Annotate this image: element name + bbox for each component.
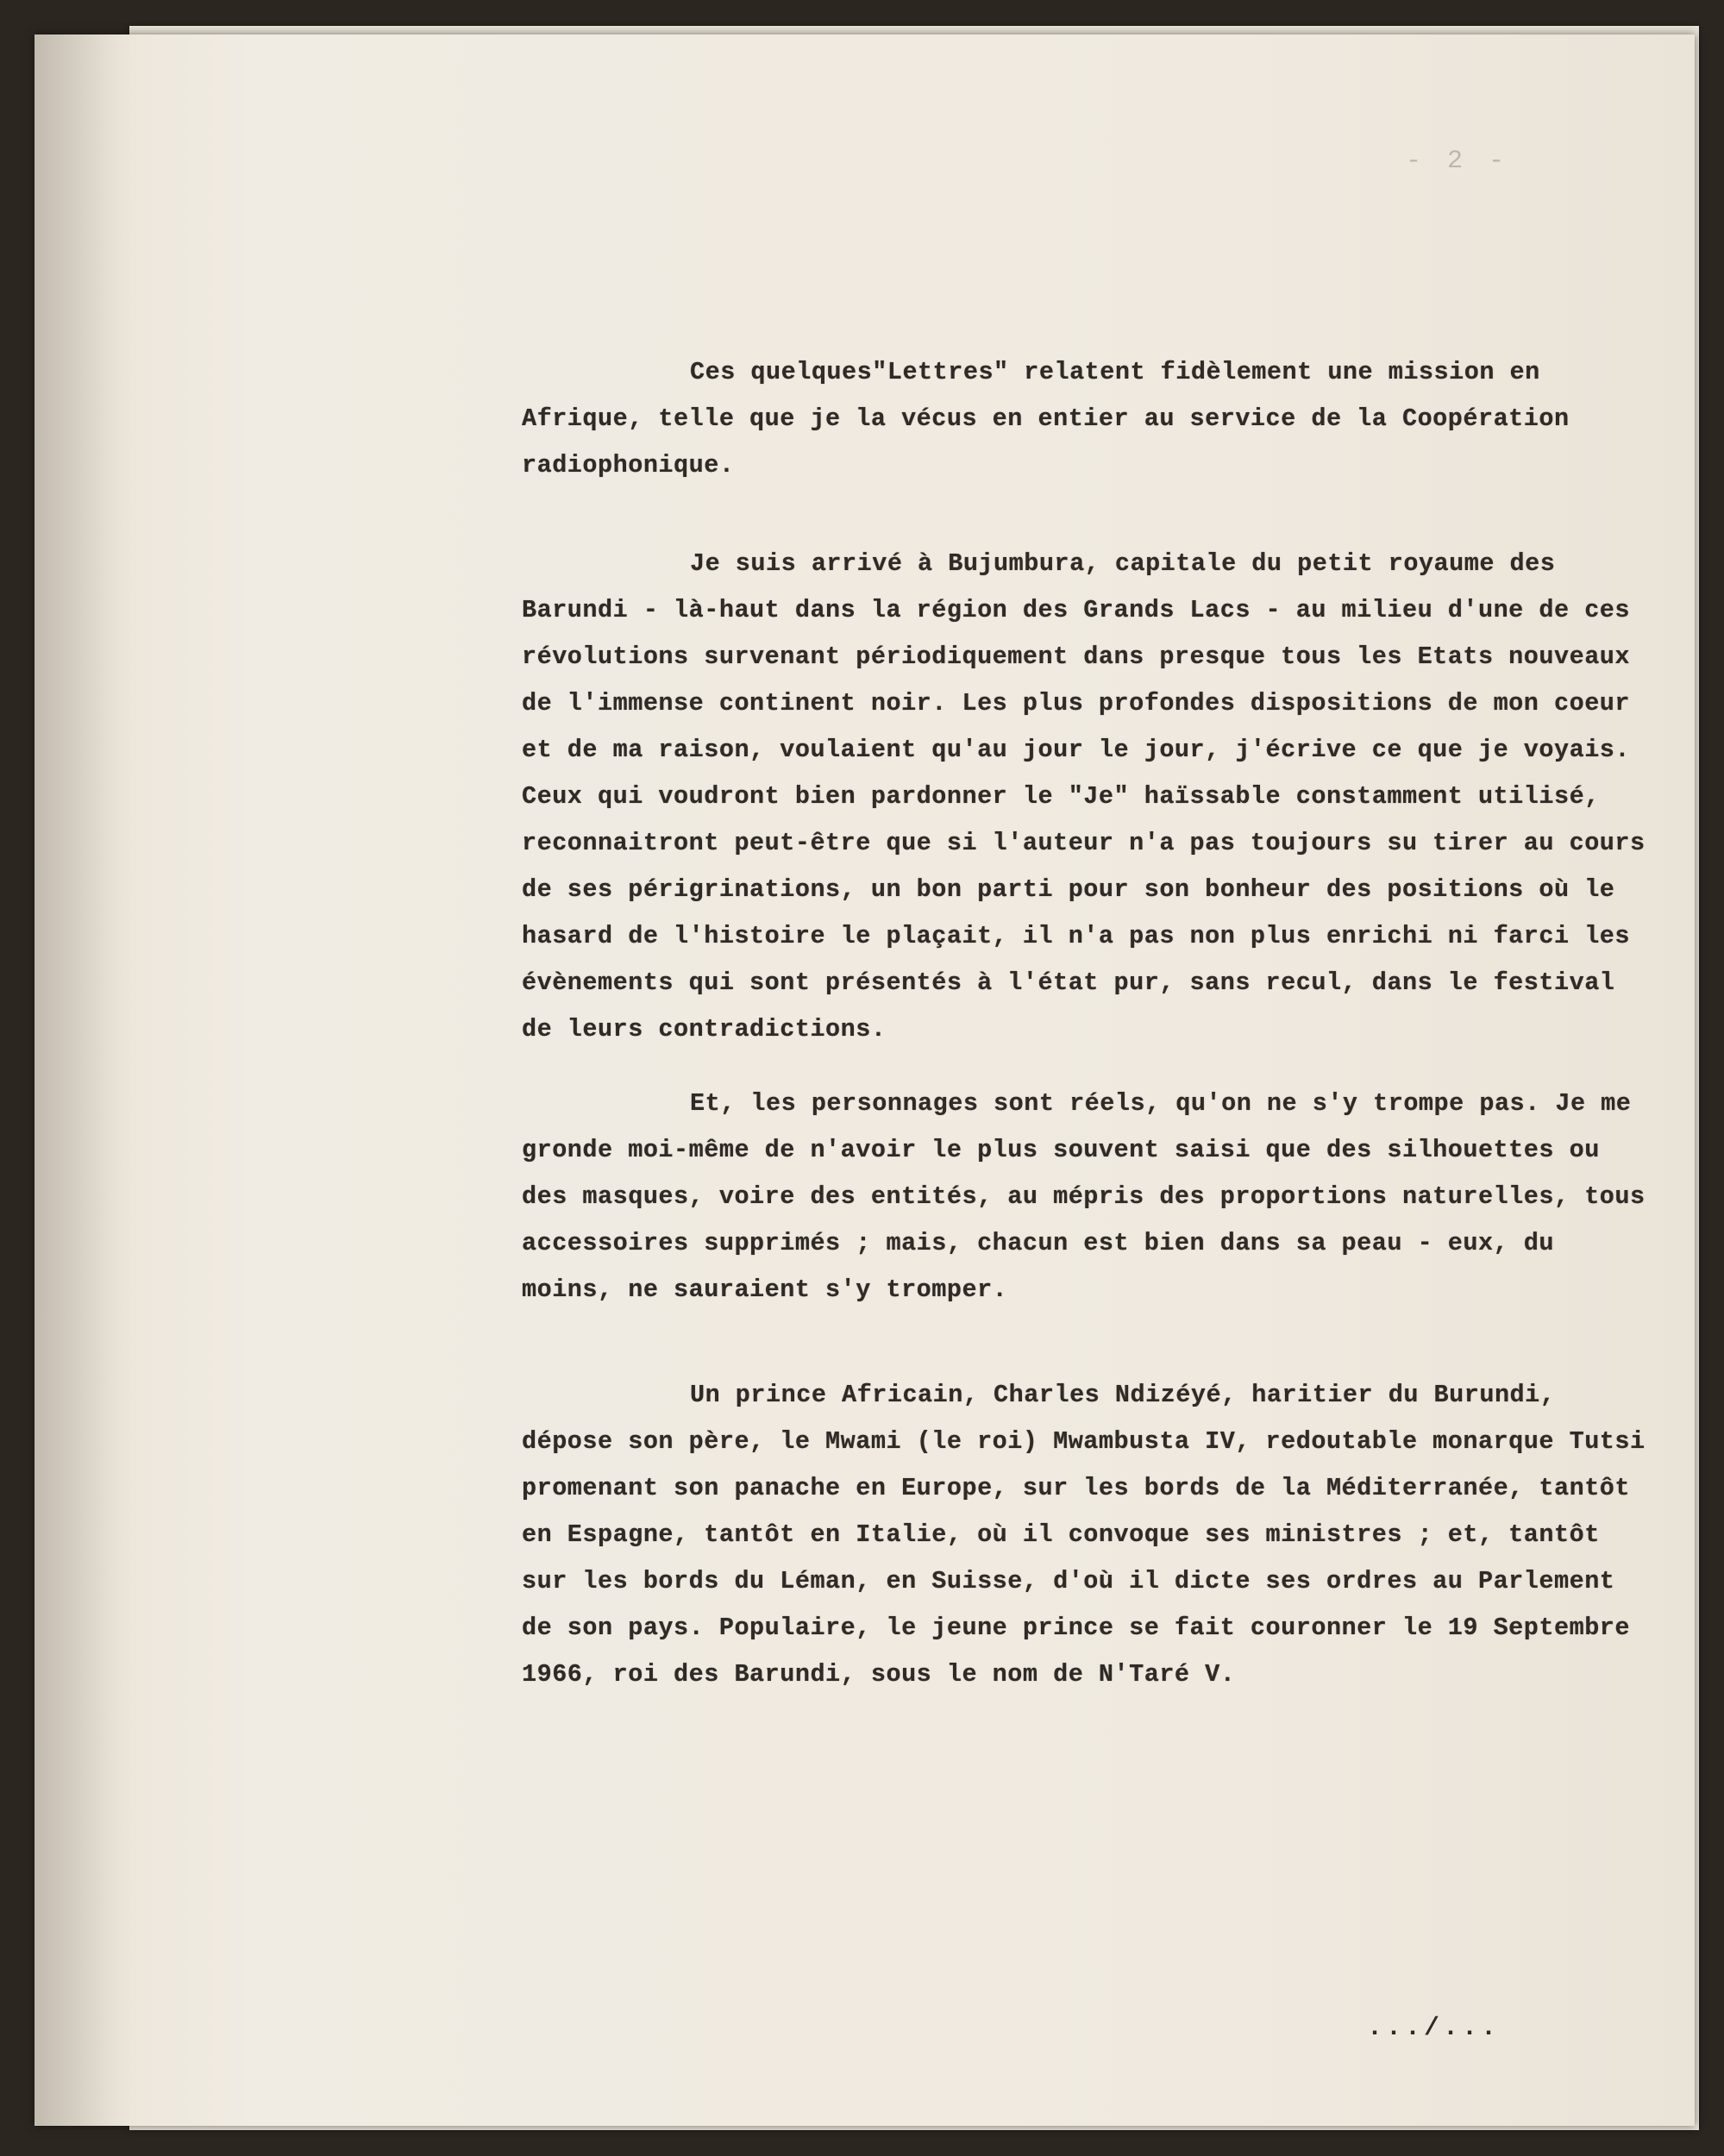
page-fold-shadow xyxy=(34,34,138,2126)
document-body xyxy=(522,349,1660,1726)
paragraph-intro: Ces quelques"Lettres" relatent fidèlement une mission en Afrique, telle que je la vécus en entier au service de la Coopération radiophonique. xyxy=(522,358,1570,479)
paragraph-characters: Et, les personnages sont réels, qu'on ne s'y trompe pas. Je me gronde moi-même de n'avoir le plus souvent saisi que des silhouettes ou des masques, voire des entités, au mépris des proportions naturelles, tous accessoires supprimés ; mais, chacun est bien dans sa peau - eux, du moins, ne sauraient s'y tromper. xyxy=(522,1089,1646,1304)
paragraph-prince: Un prince Africain, Charles Ndizéyé, haritier du Burundi, dépose son père, le Mwami (le roi) Mwambusta IV, redoutable monarque Tutsi promenant son panache en Europe, sur les bords de la Méditerranée, tantôt en Espagne, tantôt en Italie, où il convoque ses ministres ; et, tantôt sur les bords du Léman, en Suisse, d'où il dicte ses ordres au Parlement de son pays. Populaire, le jeune prince se fait couronner le 19 Septembre 1966, roi des Barundi, sous le nom de N'Taré V. xyxy=(522,1381,1646,1689)
page-number: - 2 - xyxy=(1406,147,1510,176)
paragraph-arrival: Je suis arrivé à Bujumbura, capitale du petit royaume des Barundi - là-haut dans la région des Grands Lacs - au milieu d'une de ces révolutions survenant périodiquement dans presque tous les Etats nouveaux de l'immense continent noir. Les plus profondes dispositions de mon coeur et de ma raison, voulaient qu'au jour le jour, j'écrive ce que je voyais. Ceux qui voudront bien pardonner le "Je" haïssable constamment utilisé, reconnaitront peut-être que si l'auteur n'a pas toujours su tirer au cours de ses périgrinations, un bon parti pour son bonheur des positions où le hasard de l'histoire le plaçait, il n'a pas non plus enrichi ni farci les évènements qui sont présentés à l'état pur, sans recul, dans le festival de leurs contradictions. xyxy=(522,549,1646,1044)
continuation-mark: .../... xyxy=(1367,2014,1501,2043)
